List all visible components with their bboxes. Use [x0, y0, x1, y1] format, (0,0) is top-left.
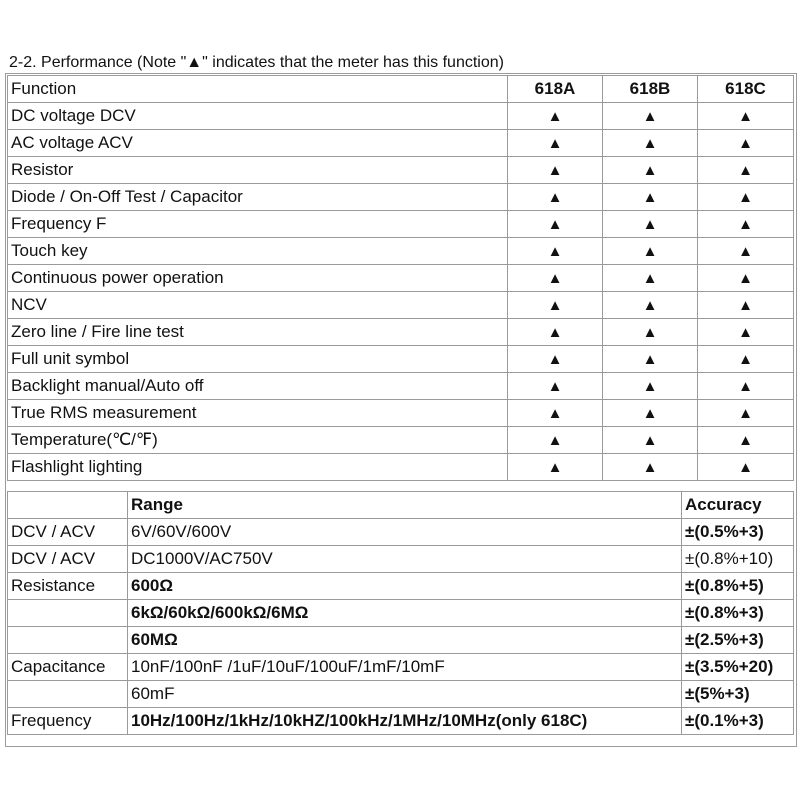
- accuracy-value: ±(0.8%+5): [682, 573, 794, 600]
- function-name: Flashlight lighting: [8, 454, 508, 481]
- ranges-header-row: [8, 492, 794, 519]
- range-function: Resistance: [8, 573, 128, 600]
- accuracy-value: ±(0.5%+3): [682, 519, 794, 546]
- feature-mark-618a: ▲: [508, 346, 603, 373]
- function-row: [8, 400, 794, 427]
- function-name: Resistor: [8, 157, 508, 184]
- model-header-618b: 618B: [603, 76, 698, 103]
- range-row: [8, 546, 794, 573]
- feature-mark-618a: ▲: [508, 427, 603, 454]
- accuracy-value: ±(0.1%+3): [682, 708, 794, 735]
- function-name: Full unit symbol: [8, 346, 508, 373]
- feature-mark-618a: ▲: [508, 211, 603, 238]
- range-row: [8, 654, 794, 681]
- function-name: NCV: [8, 292, 508, 319]
- accuracy-value: ±(5%+3): [682, 681, 794, 708]
- feature-mark-618c: ▲: [698, 157, 794, 184]
- ranges-function-header: [8, 492, 128, 519]
- feature-mark-618a: ▲: [508, 373, 603, 400]
- accuracy-value: ±(2.5%+3): [682, 627, 794, 654]
- feature-mark-618c: ▲: [698, 400, 794, 427]
- function-name: Continuous power operation: [8, 265, 508, 292]
- feature-mark-618c: ▲: [698, 292, 794, 319]
- feature-mark-618c: ▲: [698, 454, 794, 481]
- feature-mark-618a: ▲: [508, 400, 603, 427]
- function-name: Zero line / Fire line test: [8, 319, 508, 346]
- range-value: DC1000V/AC750V: [128, 546, 682, 573]
- ranges-table: [7, 491, 794, 735]
- feature-mark-618c: ▲: [698, 238, 794, 265]
- accuracy-header: Accuracy: [682, 492, 794, 519]
- accuracy-value: ±(0.8%+10): [682, 546, 794, 573]
- feature-mark-618c: ▲: [698, 346, 794, 373]
- function-row: [8, 454, 794, 481]
- feature-mark-618a: ▲: [508, 103, 603, 130]
- feature-mark-618b: ▲: [603, 157, 698, 184]
- feature-mark-618b: ▲: [603, 211, 698, 238]
- function-row: [8, 211, 794, 238]
- function-header: Function: [8, 76, 508, 103]
- range-row: [8, 600, 794, 627]
- feature-mark-618a: ▲: [508, 157, 603, 184]
- range-value: 10Hz/100Hz/1kHz/10kHZ/100kHz/1MHz/10MHz(only 618C): [128, 708, 682, 735]
- function-row: [8, 130, 794, 157]
- feature-mark-618a: ▲: [508, 184, 603, 211]
- range-function: Capacitance: [8, 654, 128, 681]
- feature-mark-618c: ▲: [698, 130, 794, 157]
- function-row: [8, 238, 794, 265]
- function-row: [8, 292, 794, 319]
- feature-mark-618a: ▲: [508, 319, 603, 346]
- function-row: [8, 427, 794, 454]
- range-function: [8, 600, 128, 627]
- range-function: [8, 627, 128, 654]
- feature-mark-618b: ▲: [603, 346, 698, 373]
- function-row: [8, 319, 794, 346]
- accuracy-value: ±(3.5%+20): [682, 654, 794, 681]
- feature-mark-618a: ▲: [508, 454, 603, 481]
- feature-mark-618c: ▲: [698, 373, 794, 400]
- range-value: 60MΩ: [128, 627, 682, 654]
- feature-mark-618b: ▲: [603, 319, 698, 346]
- range-header: Range: [128, 492, 682, 519]
- function-name: Backlight manual/Auto off: [8, 373, 508, 400]
- feature-mark-618a: ▲: [508, 265, 603, 292]
- feature-mark-618c: ▲: [698, 211, 794, 238]
- feature-mark-618b: ▲: [603, 454, 698, 481]
- feature-mark-618b: ▲: [603, 373, 698, 400]
- feature-mark-618a: ▲: [508, 238, 603, 265]
- feature-mark-618b: ▲: [603, 184, 698, 211]
- function-name: AC voltage ACV: [8, 130, 508, 157]
- model-header-618c: 618C: [698, 76, 794, 103]
- function-name: True RMS measurement: [8, 400, 508, 427]
- feature-mark-618b: ▲: [603, 292, 698, 319]
- feature-mark-618a: ▲: [508, 130, 603, 157]
- feature-mark-618b: ▲: [603, 265, 698, 292]
- feature-mark-618b: ▲: [603, 427, 698, 454]
- functions-table: [7, 75, 794, 481]
- function-row: [8, 346, 794, 373]
- range-function: DCV / ACV: [8, 519, 128, 546]
- range-function: [8, 681, 128, 708]
- accuracy-value: ±(0.8%+3): [682, 600, 794, 627]
- feature-mark-618c: ▲: [698, 184, 794, 211]
- feature-mark-618c: ▲: [698, 103, 794, 130]
- feature-mark-618b: ▲: [603, 400, 698, 427]
- function-row: [8, 184, 794, 211]
- function-row: [8, 103, 794, 130]
- range-row: [8, 681, 794, 708]
- function-name: Diode / On-Off Test / Capacitor: [8, 184, 508, 211]
- function-name: Touch key: [8, 238, 508, 265]
- range-value: 6V/60V/600V: [128, 519, 682, 546]
- model-header-618a: 618A: [508, 76, 603, 103]
- feature-mark-618a: ▲: [508, 292, 603, 319]
- function-name: Frequency F: [8, 211, 508, 238]
- range-value: 60mF: [128, 681, 682, 708]
- range-row: [8, 573, 794, 600]
- range-row: [8, 627, 794, 654]
- range-row: [8, 708, 794, 735]
- range-row: [8, 519, 794, 546]
- range-value: 6kΩ/60kΩ/600kΩ/6MΩ: [128, 600, 682, 627]
- feature-mark-618c: ▲: [698, 265, 794, 292]
- function-row: [8, 373, 794, 400]
- range-value: 600Ω: [128, 573, 682, 600]
- functions-header-row: [8, 76, 794, 103]
- feature-mark-618b: ▲: [603, 103, 698, 130]
- range-function: DCV / ACV: [8, 546, 128, 573]
- function-name: DC voltage DCV: [8, 103, 508, 130]
- feature-mark-618b: ▲: [603, 130, 698, 157]
- feature-mark-618c: ▲: [698, 427, 794, 454]
- function-row: [8, 157, 794, 184]
- feature-mark-618c: ▲: [698, 319, 794, 346]
- range-value: 10nF/100nF /1uF/10uF/100uF/1mF/10mF: [128, 654, 682, 681]
- feature-mark-618b: ▲: [603, 238, 698, 265]
- function-name: Temperature(℃/℉): [8, 427, 508, 454]
- function-row: [8, 265, 794, 292]
- range-function: Frequency: [8, 708, 128, 735]
- section-caption: 2-2. Performance (Note "▲" indicates that the meter has this function): [9, 54, 504, 71]
